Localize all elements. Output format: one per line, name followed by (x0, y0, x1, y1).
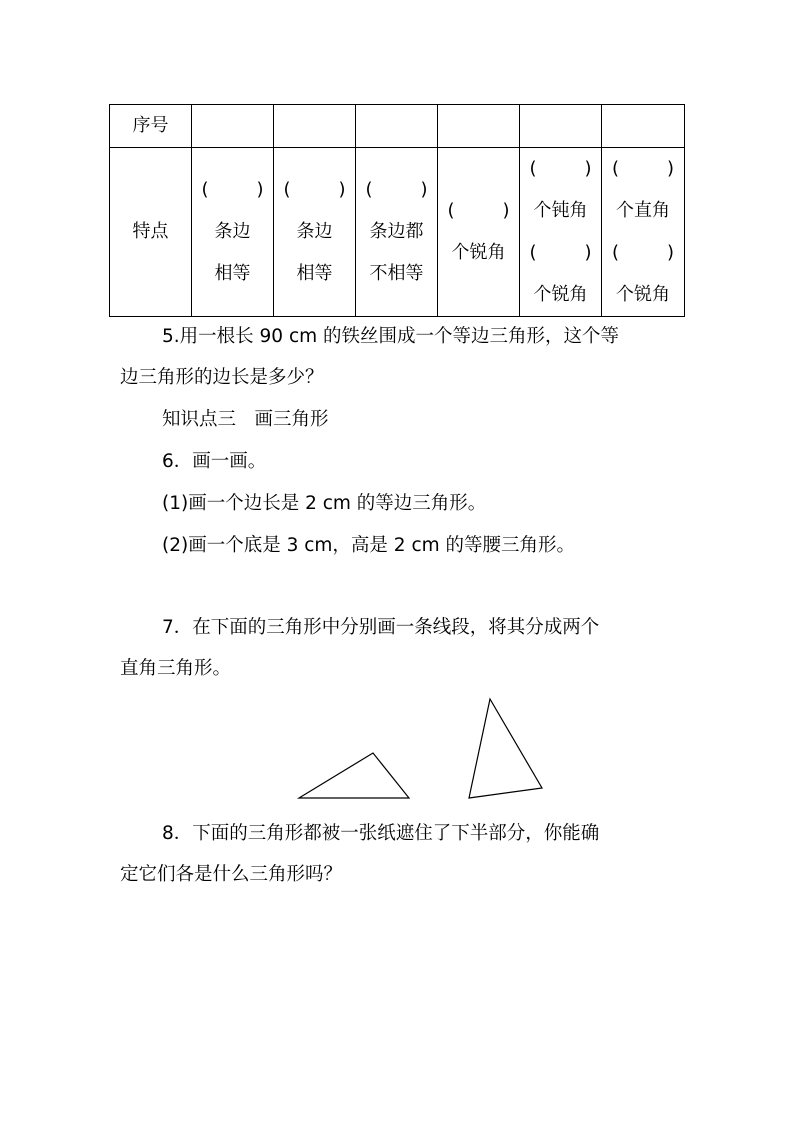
paren-left: ( (283, 179, 291, 200)
paren-left: ( (365, 179, 373, 200)
feature-text: 个直角 (616, 200, 670, 221)
paren-right: ) (256, 179, 264, 200)
paren-right: ) (502, 200, 510, 221)
question-6-item-2: (2)画一个底是 3 cm，高是 2 cm 的等腰三角形。 (162, 535, 576, 556)
row-header-feature: 特点 (110, 148, 192, 317)
question-5-line-2: 边三角形的边长是多少？ (120, 367, 324, 388)
feature-text: 个锐角 (616, 284, 670, 305)
section-heading: 知识点三 画三角形 (162, 409, 329, 430)
paren-right: ) (584, 158, 592, 179)
paren-left: ( (447, 200, 455, 221)
paren-left: ( (529, 158, 537, 179)
paren-right: ) (420, 179, 428, 200)
question-7-line-1: 7．在下面的三角形中分别画一条线段，将其分成两个 (162, 617, 600, 638)
question-7-line-2: 直角三角形。 (120, 658, 232, 679)
feature-text: 个锐角 (451, 242, 506, 263)
question-6-title: 6．画一画。 (162, 451, 267, 472)
paren-right: ) (666, 158, 674, 179)
question-5-line-1: 5.用一根长 90 cm 的铁丝围成一个等边三角形，这个等 (162, 326, 620, 347)
paren-left: ( (612, 158, 620, 179)
paren-right: ) (584, 242, 592, 263)
paren-left: ( (201, 179, 209, 200)
paren-left: ( (529, 242, 537, 263)
obtuse-triangle (299, 753, 409, 798)
paren-left: ( (612, 242, 620, 263)
feature-text: 条边都 (369, 221, 424, 242)
question-8-line-1: 8．下面的三角形都被一张纸遮住了下半部分，你能确 (162, 823, 600, 844)
feature-text: 条边 (296, 221, 333, 242)
paren-right: ) (338, 179, 346, 200)
paren-right: ) (666, 242, 674, 263)
acute-triangle (469, 699, 542, 798)
feature-text: 不相等 (369, 263, 424, 284)
feature-text: 条边 (214, 221, 251, 242)
feature-text: 个锐角 (533, 284, 588, 305)
question-6-item-1: (1)画一个边长是 2 cm 的等边三角形。 (162, 493, 487, 514)
feature-text: 相等 (296, 263, 333, 284)
question-8-line-2: 定它们各是什么三角形吗？ (120, 864, 343, 885)
feature-text: 相等 (214, 263, 251, 284)
row-header-serial: 序号 (110, 105, 192, 148)
feature-text: 个钝角 (533, 200, 588, 221)
